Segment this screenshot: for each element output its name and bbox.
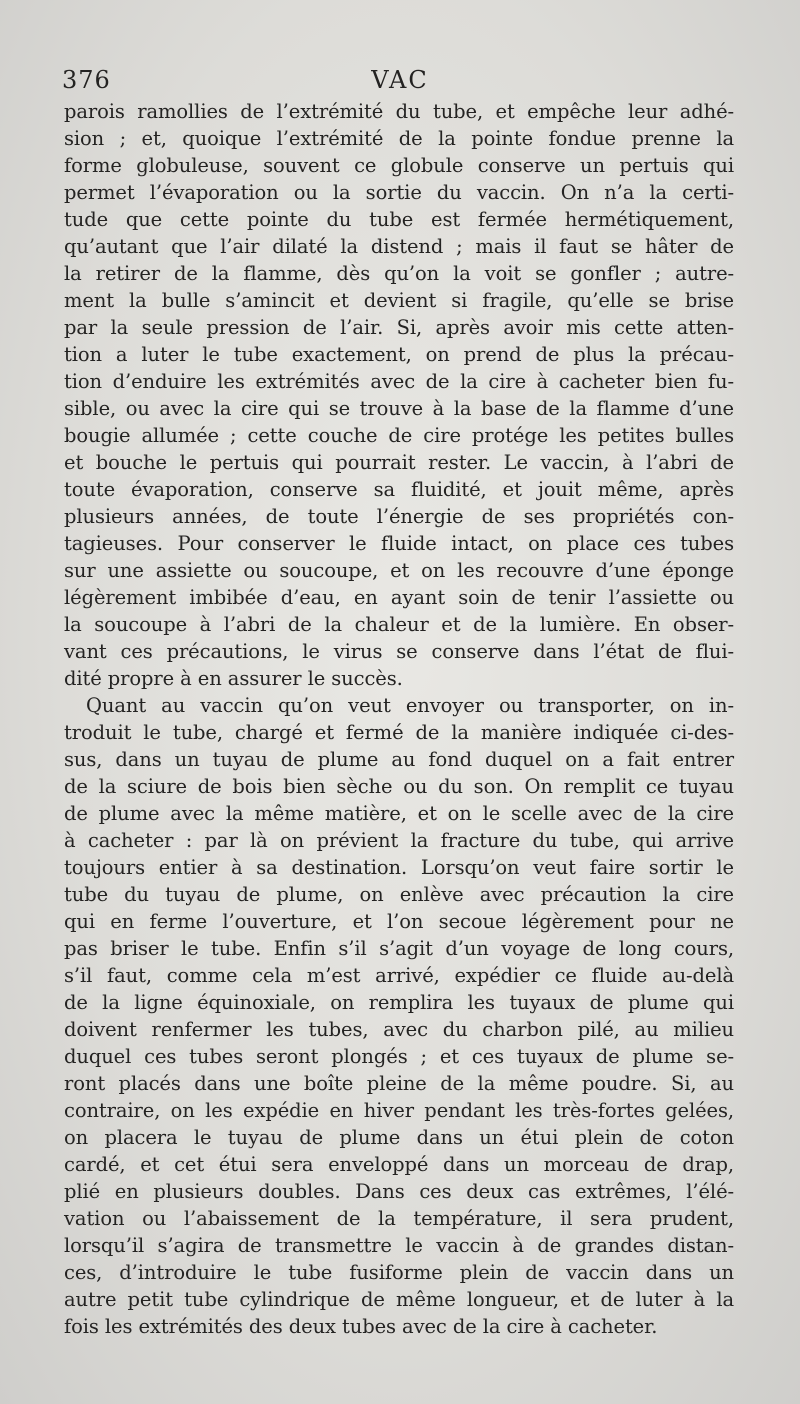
text-line: plié en plusieurs doubles. Dans ces deux cas extrêmes, l’élé- [64, 1180, 734, 1203]
text-line: tagieuses. Pour conserver le fluide intact, on place ces tubes [64, 532, 734, 555]
body-text [64, 98, 734, 1340]
text-line: toujours entier à sa destination. Lorsqu’on veut faire sortir le [64, 856, 734, 879]
text-line: de la ligne équinoxiale, on remplira les tuyaux de plume qui [64, 991, 734, 1014]
text-line: de plume avec la même matière, et on le scelle avec de la cire [64, 802, 734, 825]
text-line: vant ces précautions, le virus se conserve dans l’état de flui- [64, 640, 734, 663]
text-line: troduit le tube, chargé et fermé de la manière indiquée ci-des- [64, 721, 734, 744]
text-line: contraire, on les expédie en hiver pendant les très-fortes gelées, [64, 1099, 734, 1122]
text-line: bougie allumée ; cette couche de cire protége les petites bulles [64, 424, 734, 447]
text-line: doivent renfermer les tubes, avec du charbon pilé, au milieu [64, 1018, 734, 1041]
text-line: ces, d’introduire le tube fusiforme plein de vaccin dans un [64, 1261, 734, 1284]
text-line: duquel ces tubes seront plongés ; et ces tuyaux de plume se- [64, 1045, 734, 1068]
text-line: parois ramollies de l’extrémité du tube, et empêche leur adhé- [64, 100, 734, 123]
text-line: légèrement imbibée d’eau, en ayant soin de tenir l’assiette ou [64, 586, 734, 609]
text-line: lorsqu’il s’agira de transmettre le vaccin à de grandes distan- [64, 1234, 734, 1257]
text-line: Quant au vaccin qu’on veut envoyer ou transporter, on in- [86, 694, 734, 717]
text-line: tion d’enduire les extrémités avec de la cire à cacheter bien fu- [64, 370, 734, 393]
text-line: sus, dans un tuyau de plume au fond duquel on a fait entrer [64, 748, 734, 771]
text-line: de la sciure de bois bien sèche ou du son. On remplit ce tuyau [64, 775, 734, 798]
text-line: tion a luter le tube exactement, on prend de plus la précau- [64, 343, 734, 366]
text-line: permet l’évaporation ou la sortie du vaccin. On n’a la certi- [64, 181, 734, 204]
text-line: qui en ferme l’ouverture, et l’on secoue légèrement pour ne [64, 910, 734, 933]
text-line: sible, ou avec la cire qui se trouve à la base de la flamme d’une [64, 397, 734, 420]
text-line: s’il faut, comme cela m’est arrivé, expédier ce fluide au-delà [64, 964, 734, 987]
text-line: sion ; et, quoique l’extrémité de la pointe fondue prenne la [64, 127, 734, 150]
text-line: tude que cette pointe du tube est fermée hermétiquement, [64, 208, 734, 231]
text-line: qu’autant que l’air dilaté la distend ; mais il faut se hâter de [64, 235, 734, 258]
text-line: la retirer de la flamme, dès qu’on la voit se gonfler ; autre- [64, 262, 734, 285]
text-line: fois les extrémités des deux tubes avec de la cire à cacheter. [64, 1315, 658, 1338]
page-header [62, 64, 738, 96]
text-line: toute évaporation, conserve sa fluidité, et jouit même, après [64, 478, 734, 501]
text-line: sur une assiette ou soucoupe, et on les recouvre d’une éponge [64, 559, 734, 582]
text-line: par la seule pression de l’air. Si, après avoir mis cette atten- [64, 316, 734, 339]
text-line: tube du tuyau de plume, on enlève avec précaution la cire [64, 883, 734, 906]
text-line: à cacheter : par là on prévient la fracture du tube, qui arrive [64, 829, 734, 852]
text-line: vation ou l’abaissement de la température, il sera prudent, [64, 1207, 734, 1230]
text-line: et bouche le pertuis qui pourrait rester. Le vaccin, à l’abri de [64, 451, 734, 474]
page-number: 376 [62, 66, 111, 94]
text-line: ment la bulle s’amincit et devient si fragile, qu’elle se brise [64, 289, 734, 312]
text-line: ront placés dans une boîte pleine de la même poudre. Si, au [64, 1072, 734, 1095]
running-head: VAC [371, 66, 429, 94]
text-line: plusieurs années, de toute l’énergie de ses propriétés con- [64, 505, 734, 528]
text-line: la soucoupe à l’abri de la chaleur et de la lumière. En obser- [64, 613, 734, 636]
text-line: forme globuleuse, souvent ce globule conserve un pertuis qui [64, 154, 734, 177]
text-line: cardé, et cet étui sera enveloppé dans un morceau de drap, [64, 1153, 734, 1176]
text-line: on placera le tuyau de plume dans un étui plein de coton [64, 1126, 734, 1149]
text-line: pas briser le tube. Enfin s’il s’agit d’un voyage de long cours, [64, 937, 734, 960]
text-line: autre petit tube cylindrique de même longueur, et de luter à la [64, 1288, 734, 1311]
text-line: dité propre à en assurer le succès. [64, 667, 403, 690]
